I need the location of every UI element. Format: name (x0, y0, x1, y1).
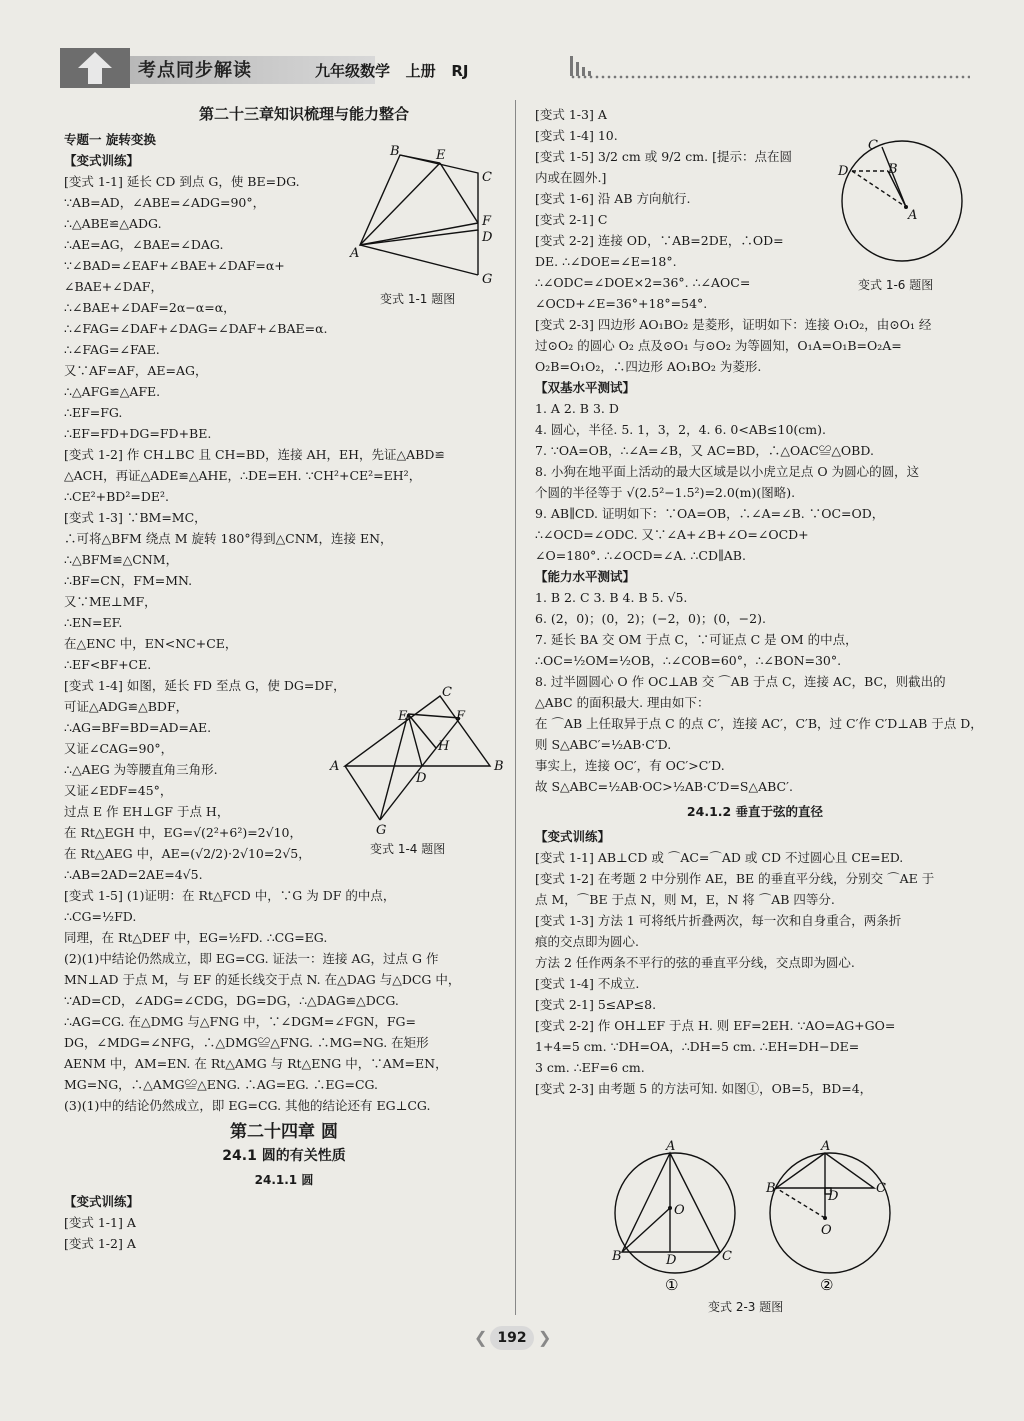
svg-text:A: A (330, 759, 340, 774)
text-line: 【双基水平测试】 (535, 380, 636, 395)
text-line: [变式 1-4] 10. (535, 128, 618, 143)
figure-1-4-caption: 变式 1-4 题图 (370, 842, 446, 856)
text-line: MG=NG，∴△AMG≌△ENG. ∴AG=EG. ∴EG=CG. (64, 1077, 379, 1092)
text-line: ∴可将△BFM 绕点 M 旋转 180°得到△CNM，连接 EN， (64, 531, 393, 546)
text-line: ∴AB=2AD=2AE=4√5. (64, 867, 203, 882)
text-line: 1. A 2. B 3. D (535, 401, 619, 416)
text-line: [变式 2-2] 连接 OD，∵AB=2DE，∴OD= (535, 233, 784, 248)
prev-arrow-icon: ❮ (474, 1328, 488, 1347)
text-line: 【变式训练】 (64, 153, 140, 168)
svg-text:A: A (666, 1139, 676, 1154)
column-divider (515, 100, 516, 1315)
text-line: 内或在圆外.] (535, 170, 607, 185)
svg-text:E: E (398, 709, 408, 724)
svg-text:D: D (838, 164, 849, 179)
text-line: ∴EN=EF. (64, 615, 123, 630)
svg-text:H: H (438, 739, 450, 754)
svg-text:B: B (612, 1249, 622, 1264)
text-line: △ABC 的面积最大. 理由如下： (535, 695, 710, 710)
text-line: [变式 1-2] A (64, 1236, 136, 1251)
text-line: ∴△AEG 为等腰直角三角形. (64, 762, 218, 777)
text-line: 【变式训练】 (535, 829, 611, 844)
text-line: (3)(1)中的结论仍然成立，即 EG=CG. 其他的结论还有 EG⊥CG. (64, 1098, 431, 1113)
text-line: DG，∠MDG=∠NFG，∴△DMG≌△FNG. ∴MG=NG. 在矩形 (64, 1035, 429, 1050)
text-line: DE. ∴∠DOE=∠E=18°. (535, 254, 677, 269)
text-line: [变式 2-3] 由考题 5 的方法可知. 如图①，OB=5，BD=4， (535, 1081, 873, 1096)
text-line: △ACH，再证△ADE≌△AHE，∴DE=EH. ∵CH²+CE²=EH²， (64, 468, 422, 483)
page-header (60, 44, 980, 96)
svg-text:D: D (666, 1253, 677, 1268)
text-line: 点 M，⌒BE 于点 N，则 M，E，N 将 ⌒AB 四等分. (535, 892, 835, 907)
svg-text:C: C (482, 170, 492, 185)
svg-text:B: B (766, 1181, 776, 1196)
text-line: ∴AG=CG. 在△DMG 与△FNG 中，∵∠DGM=∠FGN，FG= (64, 1014, 417, 1029)
text-line: 8. 过半圆圆心 O 作 OC⊥AB 交 ⌒AB 于点 C，连接 AC，BC，则截出的 (535, 674, 946, 689)
figure-label-1: ① (665, 1276, 679, 1294)
text-line: [变式 1-2] 在考题 2 中分别作 AE，BE 的垂直平分线，分别交 ⌒AE 于 (535, 871, 935, 886)
text-line: ∴EF=FD+DG=FD+BE. (64, 426, 212, 441)
text-line: [变式 1-6] 沿 AB 方向航行. (535, 191, 691, 206)
text-line: 9. AB∥CD. 证明如下：∵OA=OB，∴∠A=∠B. ∵OC=OD， (535, 506, 885, 521)
svg-text:B: B (888, 162, 898, 177)
next-arrow-icon: ❯ (538, 1328, 552, 1347)
text-line: 专题一 旋转变换 (64, 132, 156, 147)
text-line: 个圆的半径等于 √(2.5²−1.5²)=2.0(m)(图略). (535, 485, 796, 500)
text-line: 1+4=5 cm. ∵DH=OA，∴DH=5 cm. ∴EH=DH−DE= (535, 1039, 860, 1054)
text-line: [变式 1-1] AB⊥CD 或 ⌒AC=⌒AD 或 CD 不过圆心且 CE=ED. (535, 850, 904, 865)
text-line: 在△ENC 中，EN<NC+CE， (64, 636, 238, 651)
text-line: 在 ⌒AB 上任取异于点 C 的点 C′，连接 AC′，C′B，过 C′作 C′D⊥AB 于点 D， (535, 716, 983, 731)
figure-1-1 (350, 145, 510, 295)
text-line: ∠O=180°. ∴∠OCD=∠A. ∴CD∥AB. (535, 548, 746, 563)
svg-text:O: O (674, 1203, 685, 1218)
text-line: 故 S△ABC=½AB·OC>½AB·C′D=S△ABC′. (535, 779, 793, 794)
figure-1-6-caption: 变式 1-6 题图 (858, 278, 934, 292)
text-line: MN⊥AD 于点 M，与 EF 的延长线交于点 N. 在△DAG 与△DCG 中， (64, 972, 461, 987)
text-line: 【能力水平测试】 (535, 569, 636, 584)
text-line: ∴∠OCD=∠ODC. 又∵∠A+∠B+∠O=∠OCD+ (535, 527, 809, 542)
text-line: 4. 圆心，半径. 5. 1，3，2，4. 6. 0<AB≤10(cm). (535, 422, 827, 437)
text-line: [变式 1-4] 不成立. (535, 976, 640, 991)
text-line: [变式 1-4] 如图，延长 FD 至点 G，使 DG=DF， (64, 678, 346, 693)
text-line: ∠OCD+∠E=36°+18°=54°. (535, 296, 708, 311)
page-number-label: 192 (490, 1326, 534, 1350)
text-line: [变式 1-1] 延长 CD 到点 G，使 BE=DG. (64, 174, 300, 189)
svg-text:C: C (722, 1249, 732, 1264)
section-241-title: 24.1 圆的有关性质 (222, 1148, 346, 1164)
svg-text:C: C (442, 685, 452, 700)
text-line: 8. 小狗在地平面上活动的最大区域是以小虎立足点 O 为圆心的圆，这 (535, 464, 920, 479)
text-line: 事实上，连接 OC′，有 OC′>C′D. (535, 758, 725, 773)
svg-text:C: C (868, 138, 878, 153)
text-line: 可证△ADG≌△BDF， (64, 699, 189, 714)
figure-2-3 (610, 1139, 900, 1298)
text-line: 痕的交点即为圆心. (535, 934, 639, 949)
text-line: ∠BAE+∠DAF， (64, 279, 163, 294)
svg-text:D: D (482, 230, 493, 245)
text-line: 在 Rt△AEG 中，AE=(√2/2)·2√10=2√5， (64, 846, 311, 861)
text-line: 在 Rt△EGH 中，EG=√(2²+6²)=2√10， (64, 825, 303, 840)
arrow-logo-icon (60, 48, 130, 88)
dotted-rule (570, 74, 970, 80)
text-line: 1. B 2. C 3. B 4. B 5. √5. (535, 590, 688, 605)
text-line: ∴∠BAE+∠DAF=2α−α=α， (64, 300, 236, 315)
text-line: 【变式训练】 (64, 1194, 140, 1209)
svg-text:F: F (482, 214, 492, 229)
svg-text:D: D (416, 771, 427, 786)
text-line: ∴CG=½FD. (64, 909, 137, 924)
svg-text:G: G (482, 272, 493, 287)
text-line: [变式 1-5] (1)证明：在 Rt△FCD 中，∵G 为 DF 的中点， (64, 888, 396, 903)
text-line: [变式 2-1] C (535, 212, 608, 227)
svg-text:E: E (436, 148, 446, 163)
svg-text:F: F (456, 709, 466, 724)
grade-label: 九年级数学 上册 RJ (315, 62, 469, 80)
text-line: [变式 1-1] A (64, 1215, 136, 1230)
brand-title: 考点同步解读 (138, 60, 252, 81)
svg-text:B: B (494, 759, 504, 774)
text-line: 7. ∵OA=OB，∴∠A=∠B，又 AC=BD，∴△OAC≌△OBD. (535, 443, 874, 458)
text-line: [变式 1-3] A (535, 107, 607, 122)
text-line: O₂B=O₁O₂，∴四边形 AO₁BO₂ 为菱形. (535, 359, 762, 374)
text-line: [变式 1-3] 方法 1 可将纸片折叠两次，每一次和自身重合，两条折 (535, 913, 902, 928)
text-line: ∴BF=CN，FM=MN. (64, 573, 193, 588)
text-line: [变式 1-5] 3/2 cm 或 9/2 cm. [提示：点在圆 (535, 149, 792, 164)
figure-2-3-caption: 变式 2-3 题图 (708, 1300, 784, 1314)
svg-text:B: B (390, 144, 400, 159)
section-2412-title: 24.1.2 垂直于弦的直径 (686, 804, 824, 819)
text-line: 又证∠CAG=90°， (64, 741, 174, 756)
text-line: ∵∠BAD=∠EAF+∠BAE+∠DAF=α+ (64, 258, 285, 273)
svg-text:C: C (876, 1181, 886, 1196)
text-line: 又∵AF=AF，AE=AG， (64, 363, 208, 378)
figure-label-2: ② (820, 1276, 834, 1294)
text-line: ∴AG=BF=BD=AD=AE. (64, 720, 212, 735)
text-line: ∴∠FAG=∠FAE. (64, 342, 160, 357)
page-number (472, 1324, 552, 1352)
text-line: ∴△BFM≌△CNM， (64, 552, 179, 567)
text-line: ∴∠ODC=∠DOE×2=36°. ∴∠AOC= (535, 275, 751, 290)
text-line: ∵AB=AD，∠ABE=∠ADG=90°， (64, 195, 266, 210)
chapter23-title: 第二十三章知识梳理与能力整合 (198, 105, 409, 123)
text-line: 又∵ME⊥MF， (64, 594, 157, 609)
text-line: 同理，在 Rt△DEF 中，EG=½FD. ∴CG=EG. (64, 930, 328, 945)
text-line: 则 S△ABC′=½AB·C′D. (535, 737, 672, 752)
text-line: [变式 2-3] 四边形 AO₁BO₂ 是菱形，证明如下：连接 O₁O₂，由⊙O₁ 经 (535, 317, 932, 332)
text-line: 方法 2 任作两条不平行的弦的垂直平分线，交点即为圆心. (535, 955, 855, 970)
svg-text:G: G (376, 823, 387, 838)
text-line: ∴OC=½OM=½OB，∴∠COB=60°，∴∠BON=30°. (535, 653, 842, 668)
svg-text:A: A (821, 1139, 831, 1154)
text-line: [变式 1-2] 作 CH⊥BC 且 CH=BD，连接 AH，EH，先证△ABD≌ (64, 447, 445, 462)
text-line: ∵AD=CD，∠ADG=∠CDG，DG=DG，∴△DAG≌△DCG. (64, 993, 399, 1008)
text-line: ∴∠FAG=∠DAF+∠DAG=∠DAF+∠BAE=α. (64, 321, 328, 336)
text-line: ∴AE=AG，∠BAE=∠DAG. (64, 237, 224, 252)
figure-1-1-caption: 变式 1-1 题图 (380, 292, 456, 306)
figure-1-4 (330, 685, 505, 838)
svg-text:A: A (908, 208, 918, 223)
book-logo (60, 48, 130, 88)
svg-text:D: D (828, 1189, 839, 1204)
text-line: 过点 E 作 EH⊥GF 于点 H， (64, 804, 230, 819)
text-line: ∴△AFG≌△AFE. (64, 384, 161, 399)
svg-text:A: A (350, 246, 360, 261)
text-line: ∴CE²+BD²=DE². (64, 489, 169, 504)
bars-decoration (570, 56, 600, 76)
text-line: 6. (2，0)；(0，2)；(−2，0)；(0，−2). (535, 611, 766, 626)
text-line: (2)(1)中结论仍然成立，即 EG=CG. 证法一：连接 AG，过点 G 作 (64, 951, 439, 966)
text-line: ∴EF<BF+CE. (64, 657, 152, 672)
text-line: [变式 1-3] ∵BM=MC， (64, 510, 207, 525)
right-lines-2 (535, 826, 975, 1099)
text-line: [变式 2-1] 5≤AP≤8. (535, 997, 657, 1012)
section-2411-title: 24.1.1 圆 (254, 1173, 314, 1187)
text-line: 过⊙O₂ 的圆心 O₂ 点及⊙O₁ 与⊙O₂ 为等圆知，O₁A=O₁B=O₂A= (535, 338, 902, 353)
left-tail (64, 1191, 504, 1254)
text-line: AENM 中，AM=EN. 在 Rt△AMG 与 Rt△ENG 中，∵AM=EN， (64, 1056, 448, 1071)
text-line: 又证∠EDF=45°， (64, 783, 173, 798)
svg-text:O: O (821, 1223, 832, 1238)
text-line: [变式 2-2] 作 OH⊥EF 于点 H. 则 EF=2EH. ∵AO=AG+GO= (535, 1018, 896, 1033)
chapter24-title: 第二十四章 圆 (230, 1122, 338, 1142)
text-line: ∴△ABE≌△ADG. (64, 216, 162, 231)
text-line: ∴EF=FG. (64, 405, 123, 420)
text-line: 3 cm. ∴EF=6 cm. (535, 1060, 645, 1075)
figure-1-6 (838, 135, 968, 265)
text-line: 7. 延长 BA 交 OM 于点 C，∵可证点 C 是 OM 的中点， (535, 632, 858, 647)
